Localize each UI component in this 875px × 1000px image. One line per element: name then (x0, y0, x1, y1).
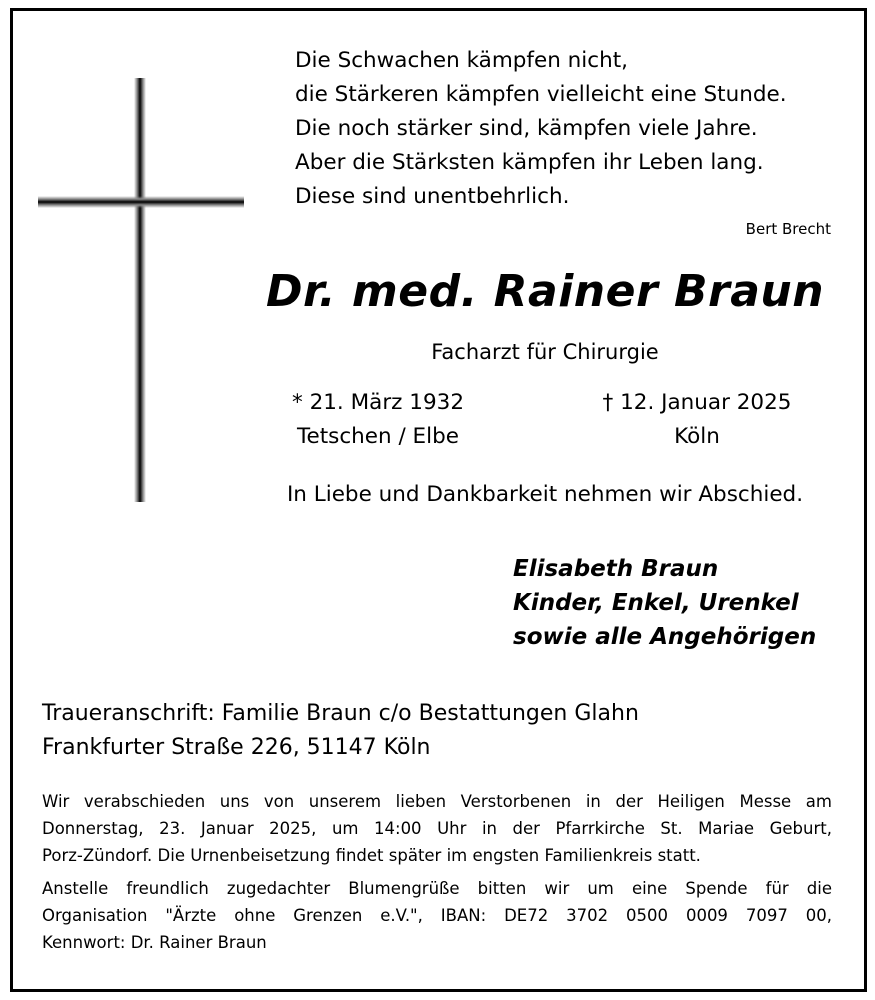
notice-line: Wir verabschieden uns von unserem lieben Verstorbenen in der Heiligen Messe am (42, 792, 832, 811)
deceased-name: Dr. med. Rainer Braun (265, 266, 825, 317)
birth-date: * 21. März 1932 (291, 390, 464, 415)
mourners-list (513, 552, 816, 654)
death-place: Köln (674, 424, 720, 449)
address-line: Traueranschrift: Familie Braun c/o Bestattungen Glahn (42, 701, 639, 726)
death-date: † 12. Januar 2025 (602, 390, 792, 415)
quote-poem (295, 44, 787, 214)
cross-icon (38, 78, 244, 504)
mourner-line: Elisabeth Braun (513, 556, 719, 582)
notice-line: Porz-Zündorf. Die Urnenbeisetzung findet später im engsten Familienkreis statt. (42, 846, 701, 865)
quote-line: die Stärkeren kämpfen vielleicht eine Stunde. (295, 82, 787, 107)
mourner-line: sowie alle Angehörigen (513, 624, 817, 650)
quote-line: Diese sind unentbehrlich. (295, 184, 570, 209)
notice-line: Anstelle freundlich zugedachter Blumengrüße bitten wir um eine Spende für die (42, 879, 832, 898)
birth-info (263, 386, 493, 454)
birth-place: Tetschen / Elbe (297, 424, 459, 449)
mass-notice (42, 788, 832, 869)
quote-line: Aber die Stärksten kämpfen ihr Leben lang. (295, 150, 764, 175)
cross-horizontal-beam (38, 196, 244, 208)
death-info (582, 386, 812, 454)
farewell-statement: In Liebe und Dankbarkeit nehmen wir Abschied. (286, 482, 804, 507)
mourning-address (42, 697, 639, 765)
quote-author: Bert Brecht (745, 220, 831, 238)
mourner-line: Kinder, Enkel, Urenkel (513, 590, 799, 616)
donation-notice (42, 875, 832, 956)
notice-line: Organisation "Ärzte ohne Grenzen e.V.", IBAN: DE72 3702 0500 0009 7097 00, (42, 906, 832, 925)
quote-line: Die noch stärker sind, kämpfen viele Jahre. (295, 116, 758, 141)
address-line: Frankfurter Straße 226, 51147 Köln (42, 735, 431, 760)
deceased-profession: Facharzt für Chirurgie (431, 340, 659, 364)
cross-vertical-beam (134, 78, 146, 502)
quote-line: Die Schwachen kämpfen nicht, (295, 48, 628, 73)
notice-line: Donnerstag, 23. Januar 2025, um 14:00 Uhr in der Pfarrkirche St. Mariae Geburt, (42, 819, 832, 838)
notice-line: Kennwort: Dr. Rainer Braun (42, 933, 267, 952)
